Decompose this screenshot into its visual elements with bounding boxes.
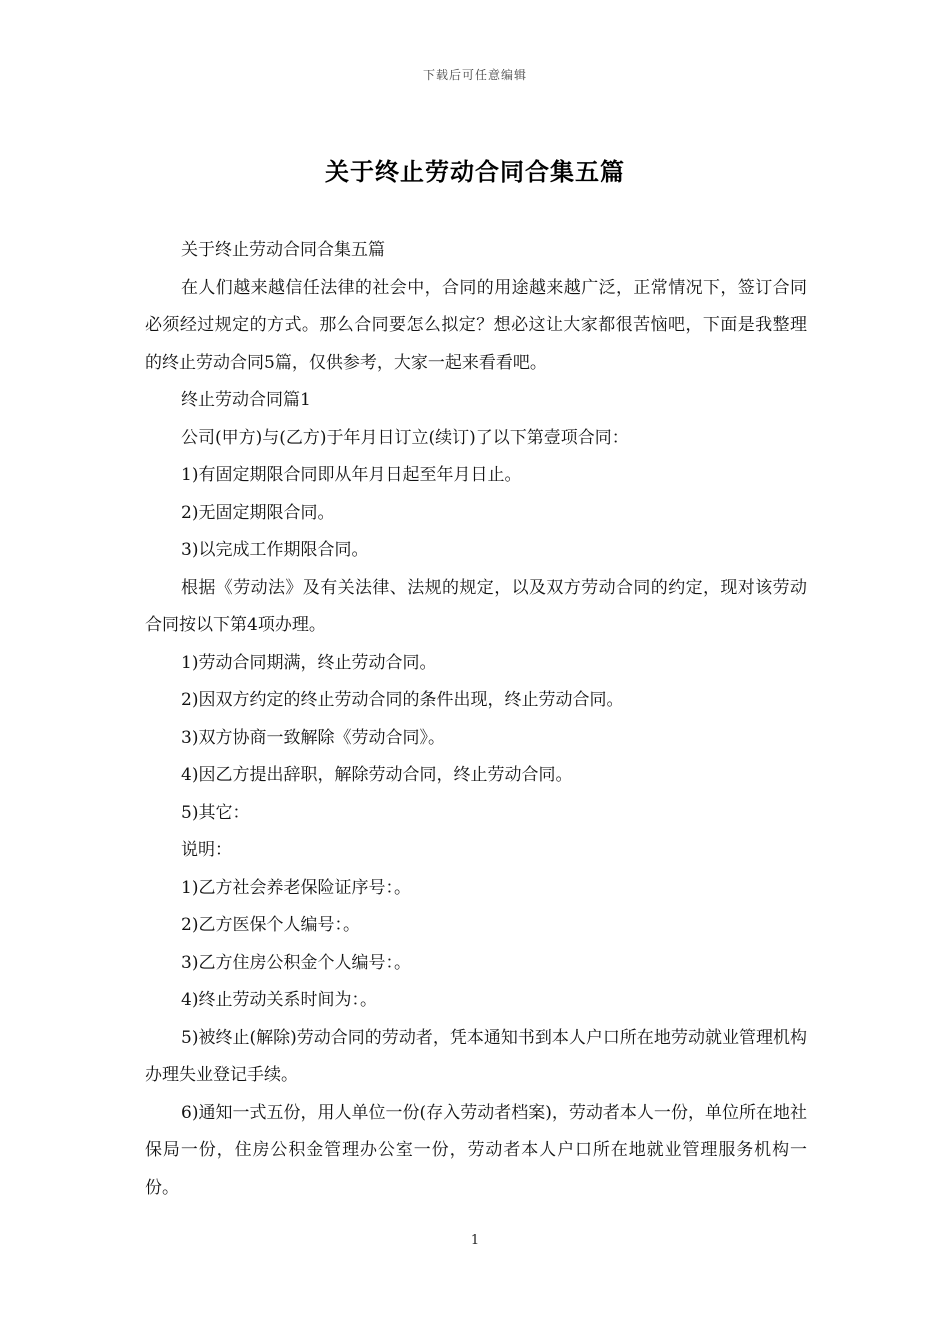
paragraph: 关于终止劳动合同合集五篇 xyxy=(181,240,385,260)
paragraph: 公司(甲方)与(乙方)于年月日订立(续订)了以下第壹项合同： xyxy=(181,427,629,448)
paragraph: 1)乙方社会养老保险证序号：。 xyxy=(181,877,411,898)
paragraph: 2)因双方约定的终止劳动合同的条件出现，终止劳动合同。 xyxy=(181,690,624,710)
paragraph: 5)其它： xyxy=(181,802,250,823)
paragraph: 3)以完成工作期限合同。 xyxy=(181,540,369,560)
paragraph: 根据《劳动法》及有关法律、法规的规定，以及双方劳动合同的约定，现对该劳动合同按以下第4项办理。 xyxy=(145,577,807,635)
paragraph: 3)双方协商一致解除《劳动合同》。 xyxy=(181,727,445,748)
paragraph: 1)劳动合同期满，终止劳动合同。 xyxy=(181,652,437,673)
page-number: 1 xyxy=(470,1233,480,1248)
paragraph: 在人们越来越信任法律的社会中，合同的用途越来越广泛，正常情况下，签订合同必须经过规定的方式。那么合同要怎么拟定？想必这让大家都很苦恼吧，下面是我整理的终止劳动合同5篇，仅供参考，大家一起来看看吧。 xyxy=(145,277,807,373)
document-title: 关于终止劳动合同合集五篇 xyxy=(325,157,625,186)
paragraph: 2)乙方医保个人编号：。 xyxy=(181,915,360,935)
paragraph: 终止劳动合同篇1 xyxy=(181,390,311,410)
paragraph: 4)终止劳动关系时间为：。 xyxy=(181,990,377,1010)
paragraph: 4)因乙方提出辞职，解除劳动合同，终止劳动合同。 xyxy=(181,765,573,785)
document-body xyxy=(145,232,807,1207)
paragraph: 2)无固定期限合同。 xyxy=(181,502,335,523)
paragraph: 3)乙方住房公积金个人编号：。 xyxy=(181,952,411,973)
paragraph: 6)通知一式五份，用人单位一份(存入劳动者档案)，劳动者本人一份，单位所在地社保局一份，住房公积金管理办公室一份，劳动者本人户口所在地就业管理服务机构一份。 xyxy=(145,1102,807,1198)
paragraph: 5)被终止(解除)劳动合同的劳动者，凭本通知书到本人户口所在地劳动就业管理机构办理失业登记手续。 xyxy=(145,1027,807,1085)
paragraph: 说明： xyxy=(181,840,232,860)
header-note: 下载后可任意编辑 xyxy=(422,68,527,82)
paragraph: 1)有固定期限合同即从年月日起至年月日止。 xyxy=(181,465,522,485)
